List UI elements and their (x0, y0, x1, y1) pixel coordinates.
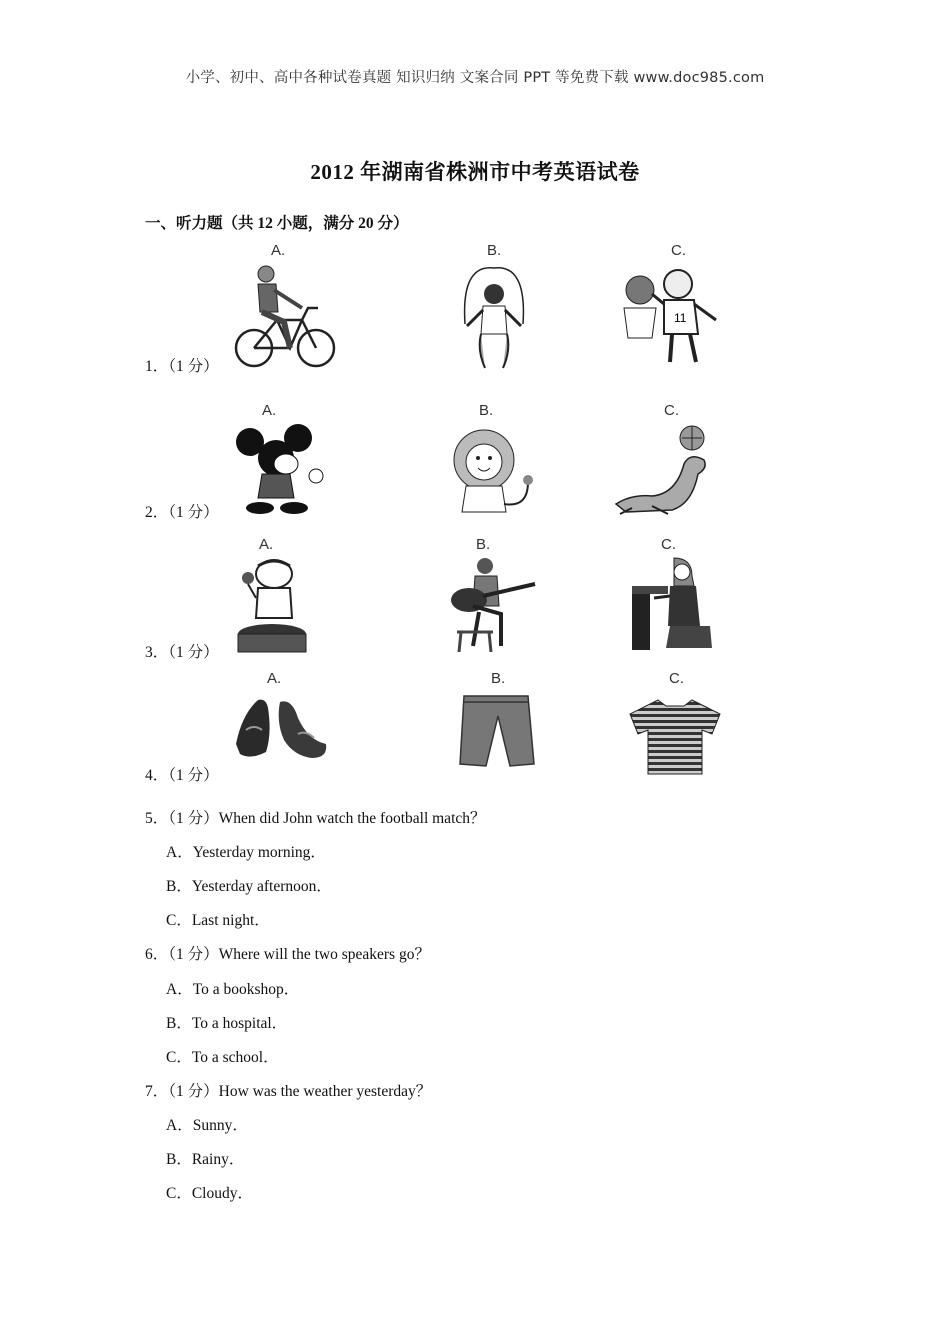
shoes-icon (232, 694, 330, 764)
choice-label: A. (259, 536, 274, 553)
choice-label: A. (267, 670, 282, 687)
choice-label: B. (487, 242, 502, 259)
choice-label: C. (661, 536, 676, 553)
choice-label: C. (671, 242, 686, 259)
drummer-icon (232, 556, 314, 656)
trousers-icon (458, 694, 536, 768)
site-banner: 小学、初中、高中各种试卷真题 知识归纳 文案合同 PPT 等免费下载 www.doc985.com (185, 70, 765, 86)
choice-label: A. (271, 242, 286, 259)
choice-label: B. (476, 536, 491, 553)
question-6: 6．（1 分）Where will the two speakers go？ (145, 946, 430, 963)
option-5b[interactable]: B．Yesterday afternoon． (166, 878, 332, 895)
boy-playing-basketball-icon (612, 264, 724, 370)
piano-player-icon (630, 556, 714, 652)
svg-text:11: 11 (674, 311, 687, 325)
option-7b[interactable]: B．Rainy． (166, 1151, 245, 1168)
option-6a[interactable]: A．To a bookshop． (166, 981, 300, 998)
choice-label: C. (664, 402, 679, 419)
t-shirt-icon (628, 696, 722, 776)
question-2-label: 2．（1 分） (145, 504, 219, 521)
option-5a[interactable]: A．Yesterday morning． (166, 844, 326, 861)
option-7a[interactable]: A．Sunny． (166, 1117, 248, 1134)
section-heading: 一、听力题（共 12 小题，满分 20 分） (145, 215, 409, 232)
question-7: 7．（1 分）How was the weather yesterday？ (145, 1083, 432, 1100)
option-6b[interactable]: B．To a hospital． (166, 1015, 288, 1032)
question-3-label: 3．（1 分） (145, 644, 219, 661)
lion-icon (444, 426, 538, 516)
option-6c[interactable]: C．To a school． (166, 1049, 279, 1066)
boy-riding-bicycle-icon (232, 264, 338, 370)
choice-label: A. (262, 402, 277, 419)
page-title: 2012 年湖南省株洲市中考英语试卷 (310, 160, 640, 184)
question-1-label: 1．（1 分） (145, 358, 219, 375)
seal-with-ball-icon (612, 424, 722, 516)
choice-label: C. (669, 670, 684, 687)
option-5c[interactable]: C．Last night． (166, 912, 270, 929)
mickey-mouse-icon (232, 424, 330, 516)
question-5: 5．（1 分）When did John watch the football match？ (145, 810, 486, 827)
choice-label: B. (491, 670, 506, 687)
guitar-player-icon (443, 556, 537, 652)
choice-label: B. (479, 402, 494, 419)
girl-jumping-rope-icon (455, 264, 533, 370)
question-4-label: 4．（1 分） (145, 767, 219, 784)
option-7c[interactable]: C．Cloudy． (166, 1185, 253, 1202)
